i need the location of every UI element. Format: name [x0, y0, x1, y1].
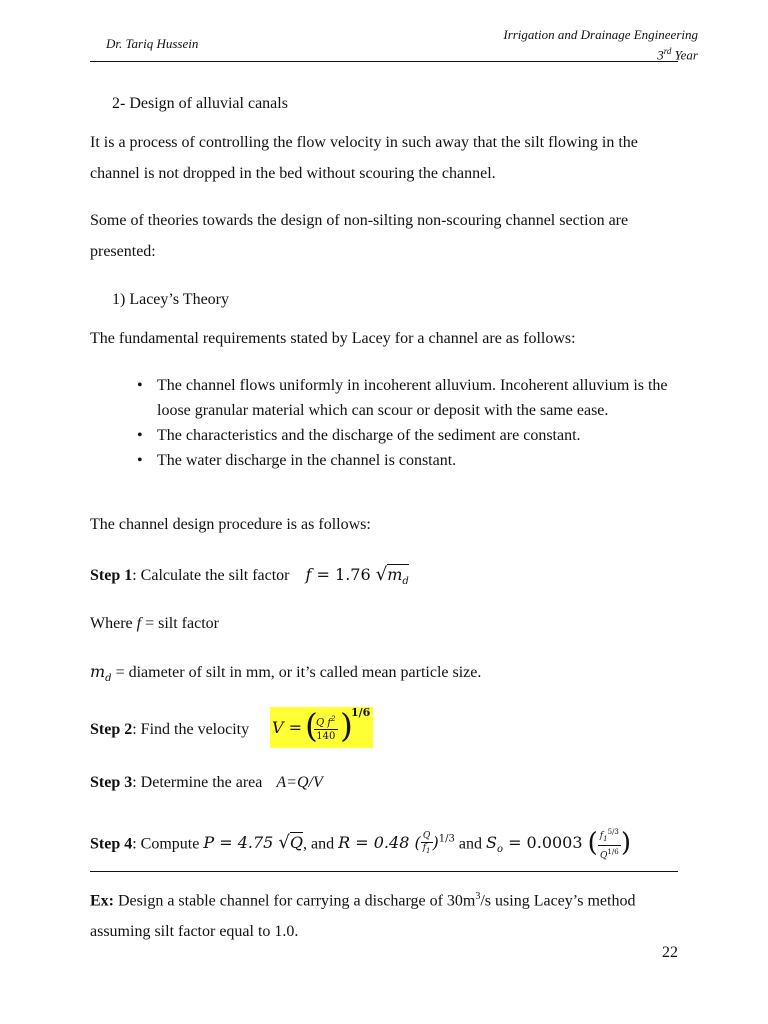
requirements-intro: The fundamental requirements stated by Lacey for a channel are as follows:: [90, 330, 576, 347]
velocity-fraction: $\frac{Q f^2}{140}$: [316, 715, 336, 743]
example-rule: [90, 871, 678, 872]
step-4-text: : Compute: [132, 835, 200, 853]
page-number: 22: [662, 944, 678, 961]
velocity-equation: V = ( $\frac{Q f^2}{140}$ ) 1/6: [270, 707, 373, 748]
list-item: • The water discharge in the channel is constant.: [135, 448, 683, 473]
list-item: • The channel flows uniformly in incoherent alluvium. Incoherent alluvium is the loose granular material which can scour or deposit with the same ease.: [135, 373, 683, 423]
where-line: Where f = silt factor: [90, 615, 219, 632]
step-2: [90, 714, 249, 745]
header-course-title: Irrigation and Drainage Engineering: [503, 27, 698, 42]
step-2-label: Step 2: [90, 721, 133, 738]
theories-paragraph: Some of theories towards the design of non-silting non-scouring channel section are presented:: [90, 212, 629, 260]
example-label: Ex:: [90, 892, 114, 910]
step-3-text: : Determine the area: [132, 774, 263, 791]
header-author: Dr. Tariq Hussein: [106, 36, 199, 51]
step-1-text: : Calculate the silt factor: [132, 567, 290, 584]
sqrt-arg: $m_d$: [387, 565, 409, 588]
step-4-label: Step 4: [90, 835, 133, 853]
step-3: [90, 767, 323, 798]
section-heading: 2- Design of alluvial canals: [112, 95, 288, 112]
header-course: [503, 27, 698, 63]
md-definition: $m_d$ = diameter of silt in mm, or it’s called mean particle size.: [90, 662, 482, 685]
header-rule: [90, 61, 678, 62]
slope-equation: $S_o = 0.0003$ ( $\frac{f_1^{5/3}}{Q^{1/6}}$ ): [485, 827, 632, 861]
eq-lhs: f: [305, 565, 312, 584]
area-equation: A=Q/V: [276, 774, 323, 791]
silt-factor-equation: [305, 564, 409, 588]
step-3-label: Step 3: [90, 774, 133, 791]
list-item: • The characteristics and the discharge of the sediment are constant.: [135, 423, 683, 448]
sqrt-symbol: √: [375, 564, 388, 585]
step-2-text: : Find the velocity: [132, 721, 250, 738]
intro-paragraph: It is a process of controlling the flow velocity in such away that the silt flowing in the channel is not dropped in the bed without scouring the channel.: [90, 134, 638, 182]
step-4: Step 4: Compute P = 4.75 √Q, and R = 0.48 ( $\frac{Q}{f_1}$ )$^{1/3}$ and $S_o = 0.0003$ ( $\frac{f_1^{5/3}}{Q^{1/6}}$ ): [90, 827, 632, 861]
step-1-label: Step 1: [90, 567, 133, 584]
eq-coef: = 1.76: [316, 565, 371, 584]
radius-equation: R = 0.48 ( $\frac{Q}{f_1}$ )$^{1/3}$: [338, 830, 455, 855]
procedure-intro: The channel design procedure is as follows:: [90, 516, 371, 533]
year-number: 3: [657, 47, 664, 63]
requirements-list: [135, 373, 683, 473]
lacey-subheading: 1) Lacey’s Theory: [112, 291, 229, 308]
step-1: [90, 559, 409, 597]
year-word: Year: [674, 47, 698, 63]
perimeter-equation: P = 4.75 √Q: [203, 832, 304, 854]
year-suffix: rd: [663, 46, 672, 56]
example-paragraph: Ex: Design a stable channel for carrying a discharge of $30m^3/s$ using Lacey’s method assuming silt factor equal to 1.0.: [90, 891, 636, 941]
